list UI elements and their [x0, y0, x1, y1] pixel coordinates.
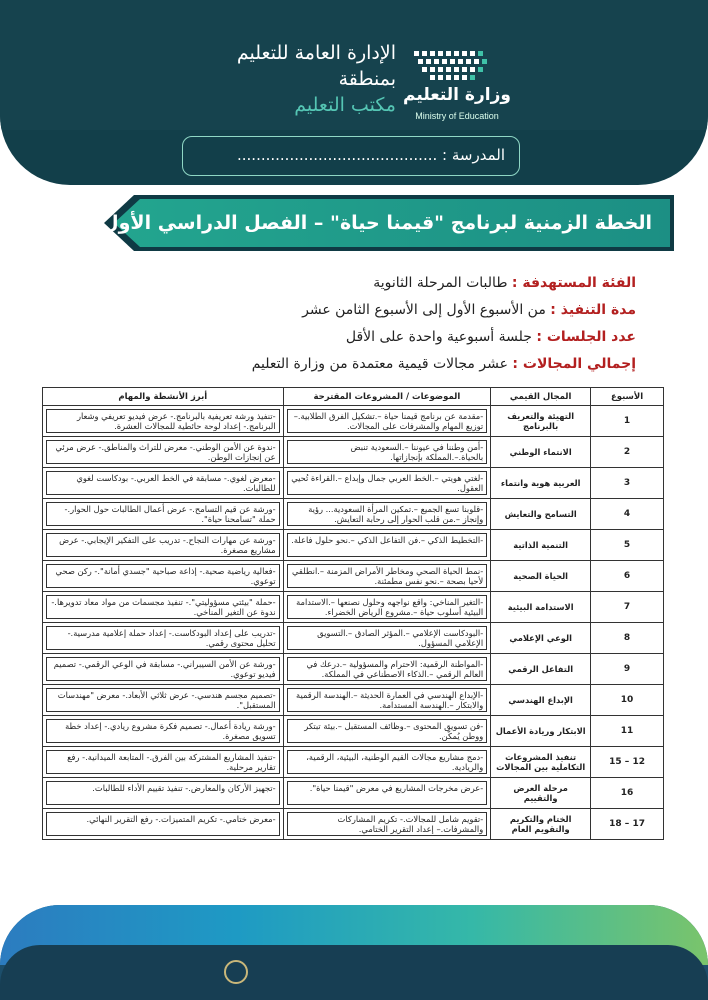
domain-cell: العربية هوية وانتماء [491, 468, 591, 499]
header-domain: المجال القيمي [491, 388, 591, 406]
meta-key: الفئة المستهدفة : [511, 275, 636, 291]
meta-row [76, 297, 636, 324]
tasks-cell [43, 406, 284, 437]
schedule-table [42, 387, 664, 840]
meta-row [76, 351, 636, 378]
tasks-cell-text: -تنفيذ المشاريع المشتركة بين الفرق.- المتابعة الميدانية.- رفع تقارير مرحلية. [46, 750, 280, 774]
tasks-cell [43, 623, 284, 654]
tasks-cell-text: -ورشة عن مهارات النجاح.- تدريب على التفكير الإيجابي.- عرض مشاريع مصغرة. [46, 533, 280, 557]
page-header [0, 0, 708, 185]
table-row [43, 592, 664, 623]
week-cell: 12 – 15 [591, 747, 664, 778]
tasks-cell-text: -حملة "بيئتي مسؤوليتي".- تنفيذ مجسمات من مواد معاد تدويرها.- ندوة عن التغير المناخي. [46, 595, 280, 619]
topics-cell [283, 437, 491, 468]
tasks-cell-text: -ورشة عن الأمن السيبراني.- مسابقة في الوعي الرقمي.- تصميم فيديو توعوي. [46, 657, 280, 681]
topics-cell-text: -تقويم شامل للمجالات.- تكريم المشاركات والمشرفات.– إعداد التقرير الختامي. [287, 812, 488, 836]
topics-cell-text: -لغتي هويتي –.الخط العربي جمال وإبداع –.القراءة تُحيي العقول. [287, 471, 488, 495]
table-row [43, 778, 664, 809]
table-row [43, 654, 664, 685]
table-header-row [43, 388, 664, 406]
tasks-cell [43, 561, 284, 592]
tasks-cell-text: -فعالية رياضية صحية.- إذاعة صباحية "جسدي أمانة".- ركن صحي توعوي. [46, 564, 280, 588]
week-cell: 4 [591, 499, 664, 530]
table-row [43, 623, 664, 654]
domain-cell: التهيئة والتعريف بالبرنامج [491, 406, 591, 437]
topics-cell [283, 654, 491, 685]
topics-cell [283, 623, 491, 654]
domain-cell: الابتكار وريادة الأعمال [491, 716, 591, 747]
topics-cell-text: -فن تسويق المحتوى –.وظائف المستقبل –.بيئة تبتكر ووطن يُمكّن. [287, 719, 488, 743]
meta-value: من الأسبوع الأول إلى الأسبوع الثامن عشر [302, 302, 546, 318]
ministry-logo-dots-icon [408, 45, 498, 85]
topics-cell-text: -نمط الحياة الصحي ومخاطر الأمراض المزمنة –.انطلقي لأحيا بصحة –.نحو نفس مطمئنة. [287, 564, 488, 588]
domain-cell: مرحلة العرض والتقييم [491, 778, 591, 809]
tasks-cell [43, 499, 284, 530]
meta-value: عشر مجالات قيمية معتمدة من وزارة التعليم [251, 356, 508, 372]
ministry-name-en: Ministry of Education [415, 111, 499, 121]
admin-line-2: بمنطقة [338, 68, 396, 90]
title-banner [104, 195, 674, 251]
domain-cell: الوعي الإعلامي [491, 623, 591, 654]
topics-cell [283, 406, 491, 437]
week-cell: 16 [591, 778, 664, 809]
ministry-logo [400, 45, 520, 125]
tasks-cell [43, 778, 284, 809]
tasks-cell-text: -ورشة ريادة أعمال.- تصميم فكرة مشروع ريادي.- إعداد خطة تسويق مصغرة. [46, 719, 280, 743]
meta-row [76, 270, 636, 297]
meta-value: جلسة أسبوعية واحدة على الأقل [345, 329, 532, 345]
topics-cell [283, 716, 491, 747]
week-cell: 2 [591, 437, 664, 468]
week-cell: 8 [591, 623, 664, 654]
table-row [43, 809, 664, 840]
week-cell: 11 [591, 716, 664, 747]
topics-cell [283, 468, 491, 499]
topics-cell-text: -المواطنة الرقمية: الاحترام والمسؤولية –.درعك في العالم الرقمي –.الذكاء الاصطناعي في المملكة. [287, 657, 488, 681]
table-row [43, 747, 664, 778]
emblem-icon [224, 960, 248, 984]
tasks-cell-text: -تصميم مجسم هندسي.- عرض ثلاثي الأبعاد.- معرض "مهندسات المستقبل". [46, 688, 280, 712]
table-row [43, 499, 664, 530]
topics-cell-text: -البودكاست الإعلامي –.المؤثر الصادق –.التسويق الإعلامي المسؤول. [287, 626, 488, 650]
domain-cell: الإبداع الهندسي [491, 685, 591, 716]
footer-band [0, 945, 708, 1000]
table-row [43, 530, 664, 561]
domain-cell: الاستدامة البيئية [491, 592, 591, 623]
topics-cell [283, 499, 491, 530]
tasks-cell [43, 468, 284, 499]
program-meta [76, 270, 636, 378]
domain-cell: تنفيذ المشروعات التكاملية بين المجالات [491, 747, 591, 778]
meta-key: إجمالي المجالات : [512, 356, 636, 372]
domain-cell: الانتماء الوطني [491, 437, 591, 468]
page-footer [0, 905, 708, 1000]
tasks-cell-text: -تدريب على إعداد البودكاست.- إعداد حملة إعلامية مدرسية.- تحليل محتوى رقمي. [46, 626, 280, 650]
tasks-cell [43, 809, 284, 840]
week-cell: 17 – 18 [591, 809, 664, 840]
table-row [43, 685, 664, 716]
meta-row [76, 324, 636, 351]
tasks-cell [43, 716, 284, 747]
topics-cell-text: -دمج مشاريع مجالات القيم الوطنية، البيئية، الرقمية، والريادية. [287, 750, 488, 774]
tasks-cell-text: -ندوة عن الأمن الوطني.- معرض للتراث والمناطق.- عرض مرئي عن إنجازات الوطن. [46, 440, 280, 464]
topics-cell-text: -التغير المناخي: واقع نواجهه وحلول نصنعها –.الاستدامة البيئية أسلوب حياة –.مشروع الرياض الخضراء. [287, 595, 488, 619]
admin-line-1: الإدارة العامة للتعليم [236, 42, 396, 64]
topics-cell [283, 685, 491, 716]
topics-cell-text: -قلوبنا تسع الجميع –.تمكين المرأة السعودية... رؤية وإنجاز –.من قلب الحوار إلى رحابة التعايش. [287, 502, 488, 526]
tasks-cell [43, 592, 284, 623]
admin-line-3: مكتب التعليم [294, 94, 396, 116]
table-row [43, 468, 664, 499]
topics-cell [283, 592, 491, 623]
week-cell: 7 [591, 592, 664, 623]
header-tasks: أبرز الأنشطة والمهام [43, 388, 284, 406]
domain-cell: الختام والتكريم والتقويم العام [491, 809, 591, 840]
header-week: الأسبوع [591, 388, 664, 406]
tasks-cell-text: -ورشة عن قيم التسامح.- عرض أعمال الطالبات حول الحوار.- حملة "تسامحنا حياة". [46, 502, 280, 526]
tasks-cell-text: -معرض ختامي.- تكريم المتميزات.- رفع التقرير النهائي. [46, 812, 280, 836]
table-row [43, 406, 664, 437]
table-row [43, 437, 664, 468]
topics-cell-text: -الإبداع الهندسي في العمارة الحديثة –.الهندسة الرقمية والابتكار –.الهندسة المستدامة. [287, 688, 488, 712]
tasks-cell [43, 437, 284, 468]
tasks-cell-text: -معرض لغوي.- مسابقة في الخط العربي.- بودكاست لغوي للطالبات. [46, 471, 280, 495]
meta-value: طالبات المرحلة الثانوية [373, 275, 508, 291]
tasks-cell [43, 747, 284, 778]
header-topics: الموضوعات / المشروعات المقترحة [283, 388, 491, 406]
tasks-cell [43, 654, 284, 685]
meta-key: مدة التنفيذ : [550, 302, 636, 318]
week-cell: 9 [591, 654, 664, 685]
tasks-cell [43, 685, 284, 716]
school-field[interactable]: المدرسة : .......................................... [182, 136, 520, 176]
topics-cell-text: -مقدمة عن برنامج قيمنا حياة –.تشكيل الفرق الطلابية.– توزيع المهام والمشرفات على المجالات. [287, 409, 488, 433]
topics-cell [283, 561, 491, 592]
meta-key: عدد الجلسات : [536, 329, 636, 345]
tasks-cell-text: -تنفيذ ورشة تعريفية بالبرنامج.- عرض فيديو تعريفي وشعار البرنامج.- إعداد لوحة حائطية للمجالات العشرة. [46, 409, 280, 433]
topics-cell-text: -أمن وطننا في عيوننا –.السعودية تنبض بالحياة.–.المملكة بإنجازاتها. [287, 440, 488, 464]
week-cell: 10 [591, 685, 664, 716]
domain-cell: التسامح والتعايش [491, 499, 591, 530]
week-cell: 6 [591, 561, 664, 592]
topics-cell [283, 809, 491, 840]
topics-cell [283, 530, 491, 561]
table-row [43, 716, 664, 747]
week-cell: 3 [591, 468, 664, 499]
domain-cell: التنمية الذاتية [491, 530, 591, 561]
administration-block [237, 40, 396, 118]
topics-cell [283, 778, 491, 809]
tasks-cell [43, 530, 284, 561]
table-row [43, 561, 664, 592]
domain-cell: الحياة الصحية [491, 561, 591, 592]
topics-cell [283, 747, 491, 778]
page-title: الخطة الزمنية لبرنامج "قيمنا حياة" – الفصل الدراسي الأول [102, 212, 652, 234]
table-body [43, 406, 664, 840]
topics-cell-text: -التخطيط الذكي –.فن التفاعل الذكي –.نحو حلول فاعلة. [287, 533, 488, 557]
week-cell: 1 [591, 406, 664, 437]
tasks-cell-text: -تجهيز الأركان والمعارض.- تنفيذ تقييم الأداء للطالبات. [46, 781, 280, 805]
week-cell: 5 [591, 530, 664, 561]
topics-cell-text: -عرض مخرجات المشاريع في معرض "قيمنا حياة". [287, 781, 488, 805]
ministry-name-ar: وزارة التعليم [403, 85, 511, 105]
domain-cell: التفاعل الرقمي [491, 654, 591, 685]
